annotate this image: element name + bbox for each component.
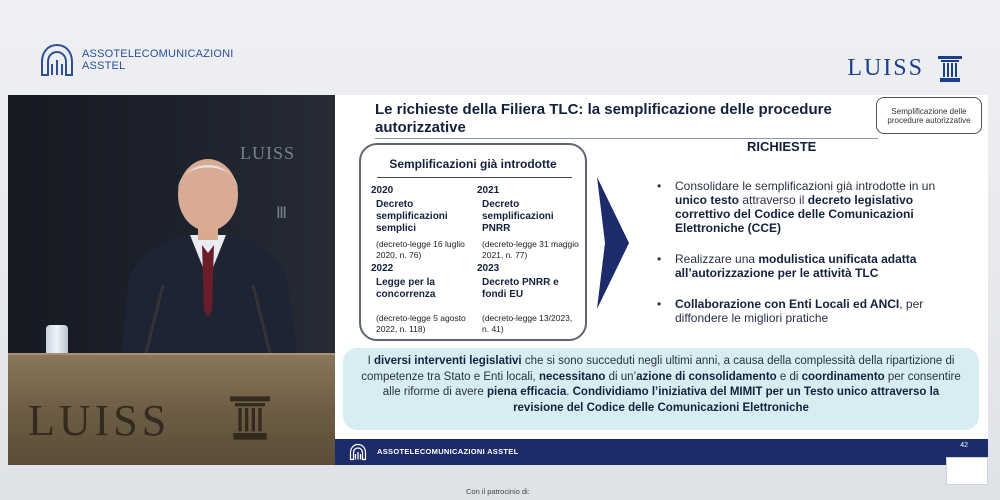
patrocinio-label: Con il patrocinio di: [466,487,530,496]
simplifications-divider [377,177,572,178]
bold-text: Collaborazione con Enti Locali ed ANCI [675,297,900,311]
simplification-name: Decreto semplificazioni PNRR [482,199,554,234]
asstel-logo [38,42,234,78]
text-run: . [566,386,573,398]
footer-org-name: ASSOTELECOMUNICAZIONI ASSTEL [377,447,519,456]
text-run: di un’ [605,370,637,383]
simplification-year: 2020 [371,185,394,196]
water-bottle [46,325,68,355]
column-icon [938,56,962,82]
bold-text: coordinamento [801,370,885,383]
requests-list [653,179,968,342]
text-run: per consentire alle riforme di avere [382,370,961,398]
simplifications-title: Semplificazioni già introdotte [389,157,557,171]
simplification-name: Legge per la concorrenza [376,277,436,300]
section-tag: Semplificazione delle procedure autorizzative [876,97,982,134]
bold-text: decreto legislativo correttivo del Codice delle Comunicazioni Elettroniche (CCE) [675,193,914,235]
assotelecomunicazioni-logo-icon [38,42,76,78]
request-item [653,179,968,235]
text-run: che si sono succeduti negli ultimi anni, a causa della complessità della ripartizione di competenze tra Stato e Enti locali, [361,355,955,383]
bold-text: piena efficacia [486,386,567,398]
simplification-ref: (decreto-legge 5 agosto 2022, n. 118) [376,313,466,334]
simplification-name: Decreto semplificazioni semplici [376,199,448,234]
chevron-right-icon [597,177,629,309]
requests-title: RICHIESTE [747,139,817,154]
simplification-item [371,185,475,261]
bold-text: necessitano [538,370,606,383]
slide-title: Le richieste della Filiera TLC: la semplificazione delle procedure autorizzative [375,101,832,136]
simplification-ref: (decreto-legge 31 maggio 2021, n. 77) [482,239,579,260]
simplification-year: 2023 [477,263,500,274]
simplification-item [477,185,581,261]
text-run: Consolidare le semplificazioni già introdotte in un [675,179,936,193]
wall-column-mark: Ⅲ [276,205,289,222]
legislation-note [343,348,979,430]
podium-column-icon [230,395,270,441]
luiss-logo [847,55,962,82]
text-run: attraverso il [739,193,808,207]
page-number: 42 [960,442,968,449]
simplification-year: 2021 [477,185,500,196]
request-item [653,297,968,325]
simplification-name: Decreto PNRR e fondi EU [482,277,559,300]
wall-luiss-text: LUISS [240,143,296,163]
sponsor-logo-thumbnail [946,457,988,485]
podium-luiss-text: LUISS [28,396,171,445]
request-item [653,252,968,280]
simplification-item [477,263,581,335]
simplification-ref: (decreto-legge 13/2023, n. 41) [482,313,573,334]
speaker-video [8,95,335,465]
simplifications-box [359,143,587,341]
bold-text: modulistica unificata adatta all’autorizzazione per le attività TLC [675,252,917,280]
bold-text: diversi interventi legislativi [373,355,522,367]
simplification-ref: (decreto-legge 16 luglio 2020, n. 76) [376,239,465,260]
bold-text: unico testo [675,193,740,207]
simplification-item [371,263,475,335]
text-run: I [367,355,374,367]
presentation-slide [335,95,988,465]
org-line1: ASSOTELECOMUNICAZIONI [82,48,234,60]
text-run: e di [776,370,802,383]
slide-footer [335,439,988,465]
org-line2: ASSTEL [82,60,126,72]
bold-text: azione di consolidamento [636,370,777,383]
bold-text: Condividiamo l’iniziativa del MIMIT per un Testo unico attraverso la revisione del Codice delle Comunicazioni Elettroniche [513,386,940,414]
simplification-year: 2022 [371,263,394,274]
text-run: Realizzare una [675,252,759,266]
text-run: , per diffondere le migliori pratiche [675,297,924,325]
asstel-wordmark [82,48,234,72]
luiss-wordmark: LUISS [847,55,924,81]
assotelecomunicazioni-logo-icon [347,443,369,461]
